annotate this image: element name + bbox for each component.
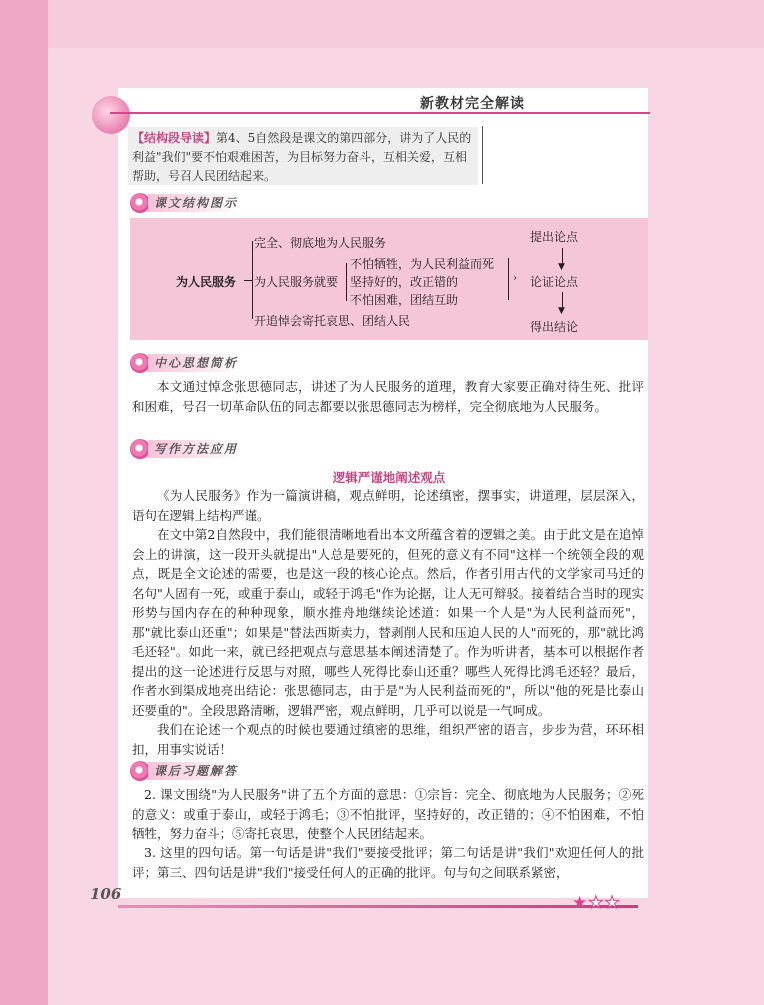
diagram-sub-1: 不怕牺牲，为人民利益而死 (350, 257, 495, 271)
left-margin-band (0, 0, 48, 1005)
section-heading-theme (130, 352, 256, 374)
header-title: 新教材完全解读 (420, 96, 525, 112)
star-empty-icon: ★ (604, 893, 621, 913)
exercise-answer-3: 3. 这里的四句话。第一句话是讲"我们"要接受批评；第二句话是讲"我们"欢迎任何人的批评；第三、四句话是讲"我们"接受任何人的正确的批评。句与句之间联系紧密， (132, 845, 644, 880)
structure-diagram (130, 218, 648, 340)
diagram-sub-2: 坚持好的，改正错的 (350, 275, 459, 289)
diagram-root: 为人民服务 (176, 275, 237, 289)
section-heading-exercises (130, 760, 256, 782)
exercise-answer-2: 2. 课文围绕"为人民服务"讲了五个方面的意思：①宗旨：完全、彻底地为人民服务；②死的意义：或重于泰山，或轻于鸿毛；③不怕批评，坚持好的，改正错的；④不怕困难，不怕牺牲，努力奋斗；⑤寄托哀思，使整个人民团结起来。 (132, 787, 644, 841)
intro-rule (482, 126, 483, 184)
brace-2 (346, 263, 347, 301)
brace-1 (252, 241, 253, 319)
star-filled-icon: ★ (572, 893, 589, 913)
book-logo-icon (92, 96, 130, 134)
section-label: 课后习题解答 (148, 762, 256, 780)
flower-icon (130, 353, 150, 373)
down-arrow-icon: ▼ (558, 262, 565, 272)
writing-paragraph-3: 我们在论述一个观点的时候也要通过缜密的思维，组织严密的语言，步步为营，环环相扣，用事实说话！ (132, 722, 644, 757)
flower-icon (130, 193, 150, 213)
footer-divider (118, 905, 638, 908)
writing-paragraph-1: 《为人民服务》作为一篇演讲稿，观点鲜明，论述缜密，摆事实，讲道理，层层深入，语句在逻辑上结构严谨。 (132, 488, 644, 523)
writing-paragraph-2: 在文中第2自然段中，我们能很清晰地看出本文所蕴含着的逻辑之美。由于此文是在追悼会上的讲演，这一段开头就提出"人总是要死的，但死的意义有不同"这样一个统领全段的观点，既是全文论述的需要，也是这一段的核心论点。然后，作者引用古代的文学家司马迁的名句"人固有一死，或重于泰山，或轻于鸿毛"作为论据，让人无可辩驳。接着结合当时的现实形势与国内存在的种种现象，顺水推舟地继续论述道：如果一个人是"为人民利益而死"，那"就比泰山还重"；如果是"替法西斯卖力，替剥削人民和压迫人民的人"而死的，那"就比鸿毛还轻"。如此一来，就已经把观点与意思基本阐述清楚了。作为听讲者，基本可以根据作者提出的这一论述进行反思与对照，哪些人死得比泰山还重？哪些人死得比鸿毛还轻？最后，作者水到渠成地亮出结论：张思德同志，由于是"为人民利益而死的"，所以"他的死是比泰山还要重的"。全段思路清晰，逻辑严密，观点鲜明，几乎可以说是一气呵成。 (132, 527, 644, 718)
page-number: 106 (90, 885, 122, 903)
connector (244, 280, 252, 281)
diagram-sub-3: 不怕困难，团结互助 (350, 293, 459, 307)
intro-lead: 【结构段导读】 (132, 131, 217, 145)
flower-icon (130, 439, 150, 459)
flow-step-1: 提出论点 (530, 230, 579, 244)
writing-title: 逻辑严谨地阐述观点 (332, 470, 446, 485)
intro-box (128, 127, 478, 185)
flower-icon (130, 761, 150, 781)
flow-step-2: 论证论点 (530, 275, 579, 289)
diagram-branch-2: 为人民服务就要 (254, 275, 339, 289)
star-empty-icon: ★ (588, 893, 605, 913)
header-divider (110, 112, 650, 114)
flow-step-3: 得出结论 (530, 320, 579, 334)
section-label: 写作方法应用 (148, 440, 256, 458)
theme-text: 本文通过悼念张思德同志，讲述了为人民服务的道理，教育大家要正确对待生死、批评和困难，号召一切革命队伍的同志都要以张思德同志为榜样，完全彻底地为人民服务。 (132, 379, 644, 414)
arrow-icon: › (513, 273, 517, 284)
intro-text: 第4、5自然段是课文的第四部分，讲为了人民的利益"我们"要不怕艰难困苦，为目标努力奋斗，互相关爱，互相帮助，号召人民团结起来。 (132, 131, 472, 183)
section-heading-structure (130, 192, 256, 214)
section-label: 中心思想简析 (148, 354, 256, 372)
down-arrow-icon: ▼ (558, 306, 565, 316)
diagram-branch-3: 开追悼会寄托哀思、团结人民 (254, 314, 411, 328)
section-label: 课文结构图示 (148, 194, 256, 212)
brace-3 (508, 258, 509, 300)
section-heading-writing (130, 438, 256, 460)
difficulty-stars (572, 893, 621, 913)
diagram-branch-1: 完全、彻底地为人民服务 (254, 236, 387, 250)
